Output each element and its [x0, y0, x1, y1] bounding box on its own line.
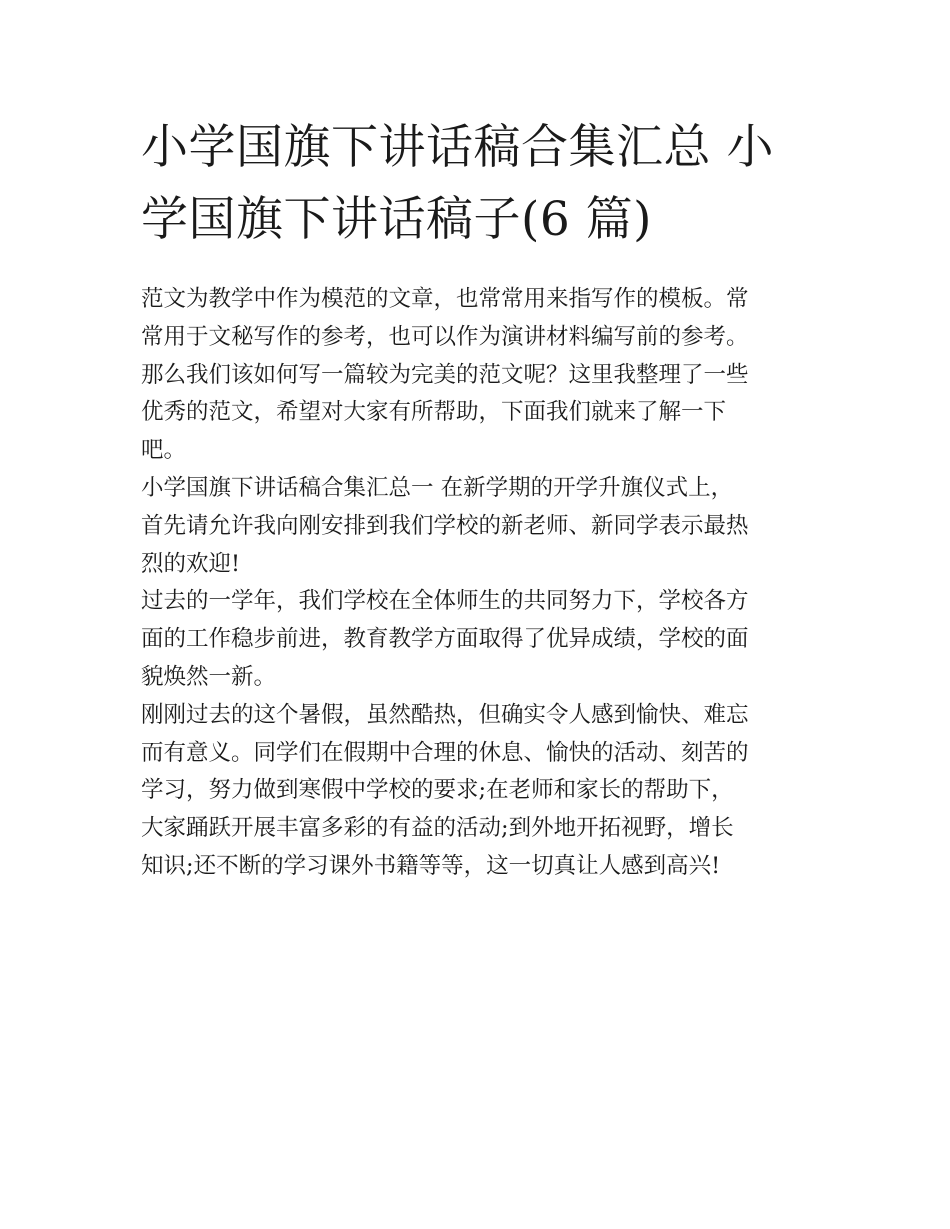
body-line: 过去的一学年，我们学校在全体师生的共同努力下，学校各方 [141, 588, 749, 615]
title-line: 学国旗下讲话稿子(6 篇) [141, 192, 653, 247]
body-line: 学习，努力做到寒假中学校的要求;在老师和家长的帮助下， [141, 777, 734, 804]
body-line: 烈的欢迎! [141, 550, 241, 577]
body-line: 那么我们该如何写一篇较为完美的范文呢？这里我整理了一些 [141, 361, 749, 388]
paragraph-intro [141, 281, 821, 470]
body-line: 大家踊跃开展丰富多彩的有益的活动;到外地开拓视野，增长 [141, 815, 734, 842]
paragraph-summer-break [141, 697, 821, 886]
body-line: 范文为教学中作为模范的文章，也常常用来指写作的模板。常 [141, 286, 749, 312]
title-line: 小学国旗下讲话稿合集汇总 小 [141, 120, 774, 175]
body-line: 常用于文秘写作的参考，也可以作为演讲材料编写前的参考。 [141, 323, 749, 350]
body-line: 刚刚过去的这个暑假，虽然酷热，但确实令人感到愉快、难忘 [141, 701, 749, 728]
body-line: 而有意义。同学们在假期中合理的休息、愉快的活动、刻苦的 [141, 739, 749, 766]
body-line: 小学国旗下讲话稿合集汇总一 在新学期的开学升旗仪式上， [141, 474, 734, 501]
paragraph-past-year [141, 583, 821, 696]
body-line: 面的工作稳步前进，教育教学方面取得了优异成绩，学校的面 [141, 626, 749, 653]
document-body [141, 281, 821, 886]
body-line: 首先请允许我向刚安排到我们学校的新老师、新同学表示最热 [141, 512, 749, 539]
paragraph-speech-opening [141, 470, 821, 583]
body-line: 优秀的范文，希望对大家有所帮助，下面我们就来了解一下 [141, 399, 727, 426]
body-line: 知识;还不断的学习课外书籍等等，这一切真让人感到高兴! [141, 852, 721, 879]
body-line: 貌焕然一新。 [141, 663, 277, 690]
body-line: 吧。 [141, 437, 187, 464]
document-title [141, 112, 821, 256]
